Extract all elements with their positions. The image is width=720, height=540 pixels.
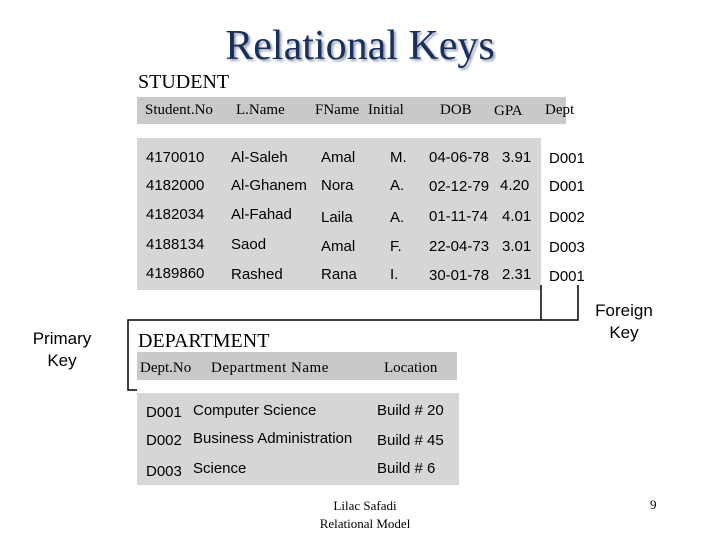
student-cell: Laila — [321, 209, 353, 226]
student-header-lname: L.Name — [236, 102, 285, 118]
student-cell: 4170010 — [146, 149, 205, 166]
department-cell: Business Administration — [193, 430, 353, 447]
student-header-student-no: Student.No — [145, 102, 213, 118]
student-cell: Amal — [321, 149, 356, 166]
page-number: 9 — [650, 497, 657, 512]
student-dept-fk-cell: D001 — [549, 150, 585, 167]
student-cell: 04-06-78 — [429, 149, 490, 166]
student-cell: Rashed — [231, 266, 283, 283]
student-header-dob: DOB — [440, 102, 472, 118]
slide-title: Relational Keys — [225, 23, 495, 69]
student-cell: I. — [390, 266, 399, 283]
student-cell: 4189860 — [146, 265, 205, 282]
student-cell: Saod — [231, 236, 267, 253]
student-cell: 4182000 — [146, 177, 205, 194]
student-cell: 4.20 — [500, 177, 530, 194]
student-cell: 02-12-79 — [429, 178, 490, 195]
student-cell: 3.91 — [502, 149, 532, 166]
student-cell: Nora — [321, 177, 354, 194]
foreign-key-label: Foreign Key — [595, 301, 653, 342]
department-cell: Computer Science — [193, 402, 317, 419]
department-cell: Science — [193, 460, 247, 477]
student-cell: A. — [390, 209, 405, 226]
student-header-dept: Dept — [545, 102, 575, 118]
student-cell: 30-01-78 — [429, 267, 490, 284]
student-dept-fk-cell: D003 — [549, 239, 585, 256]
student-cell: 4182034 — [146, 206, 205, 223]
student-cell: 01-11-74 — [429, 208, 488, 225]
department-dept-pk-cell: D002 — [146, 432, 182, 449]
student-cell: Al-Ghanem — [231, 177, 307, 194]
student-header-initial: Initial — [368, 102, 404, 118]
student-cell: 4.01 — [502, 208, 532, 225]
department-header-name: Department Name — [211, 360, 329, 376]
footer-author: Lilac Safadi — [333, 498, 397, 513]
student-table-caption: STUDENT — [138, 71, 230, 93]
student-cell: Rana — [321, 266, 357, 283]
student-cell: Amal — [321, 238, 356, 255]
department-cell: Build # 45 — [377, 432, 444, 449]
department-cell: Build # 6 — [377, 460, 436, 477]
student-header-gpa: GPA — [494, 103, 523, 119]
student-cell: 22-04-73 — [429, 238, 490, 255]
department-table-caption: DEPARTMENT — [138, 330, 270, 352]
student-cell: Al-Saleh — [231, 149, 288, 166]
department-header-location: Location — [384, 360, 438, 376]
department-cell: Build # 20 — [377, 402, 444, 419]
department-dept-pk-cell: D001 — [146, 404, 182, 421]
student-cell: Al-Fahad — [231, 206, 292, 223]
student-cell: M. — [390, 149, 407, 166]
student-cell: 2.31 — [502, 266, 532, 283]
department-dept-pk-cell: D003 — [146, 463, 182, 480]
department-header-dept-no: Dept.No — [140, 360, 192, 376]
footer-course: Relational Model — [319, 516, 411, 531]
footer — [280, 497, 450, 533]
student-header-fname: FName — [315, 102, 360, 118]
student-cell: 4188134 — [146, 236, 205, 253]
student-cell: A. — [390, 177, 405, 194]
student-cell: 3.01 — [502, 238, 532, 255]
student-dept-fk-cell: D001 — [549, 178, 585, 195]
student-cell: F. — [390, 238, 402, 255]
primary-key-label: Primary Key — [32, 329, 92, 370]
student-dept-fk-cell: D001 — [549, 268, 585, 285]
student-dept-fk-cell: D002 — [549, 209, 585, 226]
